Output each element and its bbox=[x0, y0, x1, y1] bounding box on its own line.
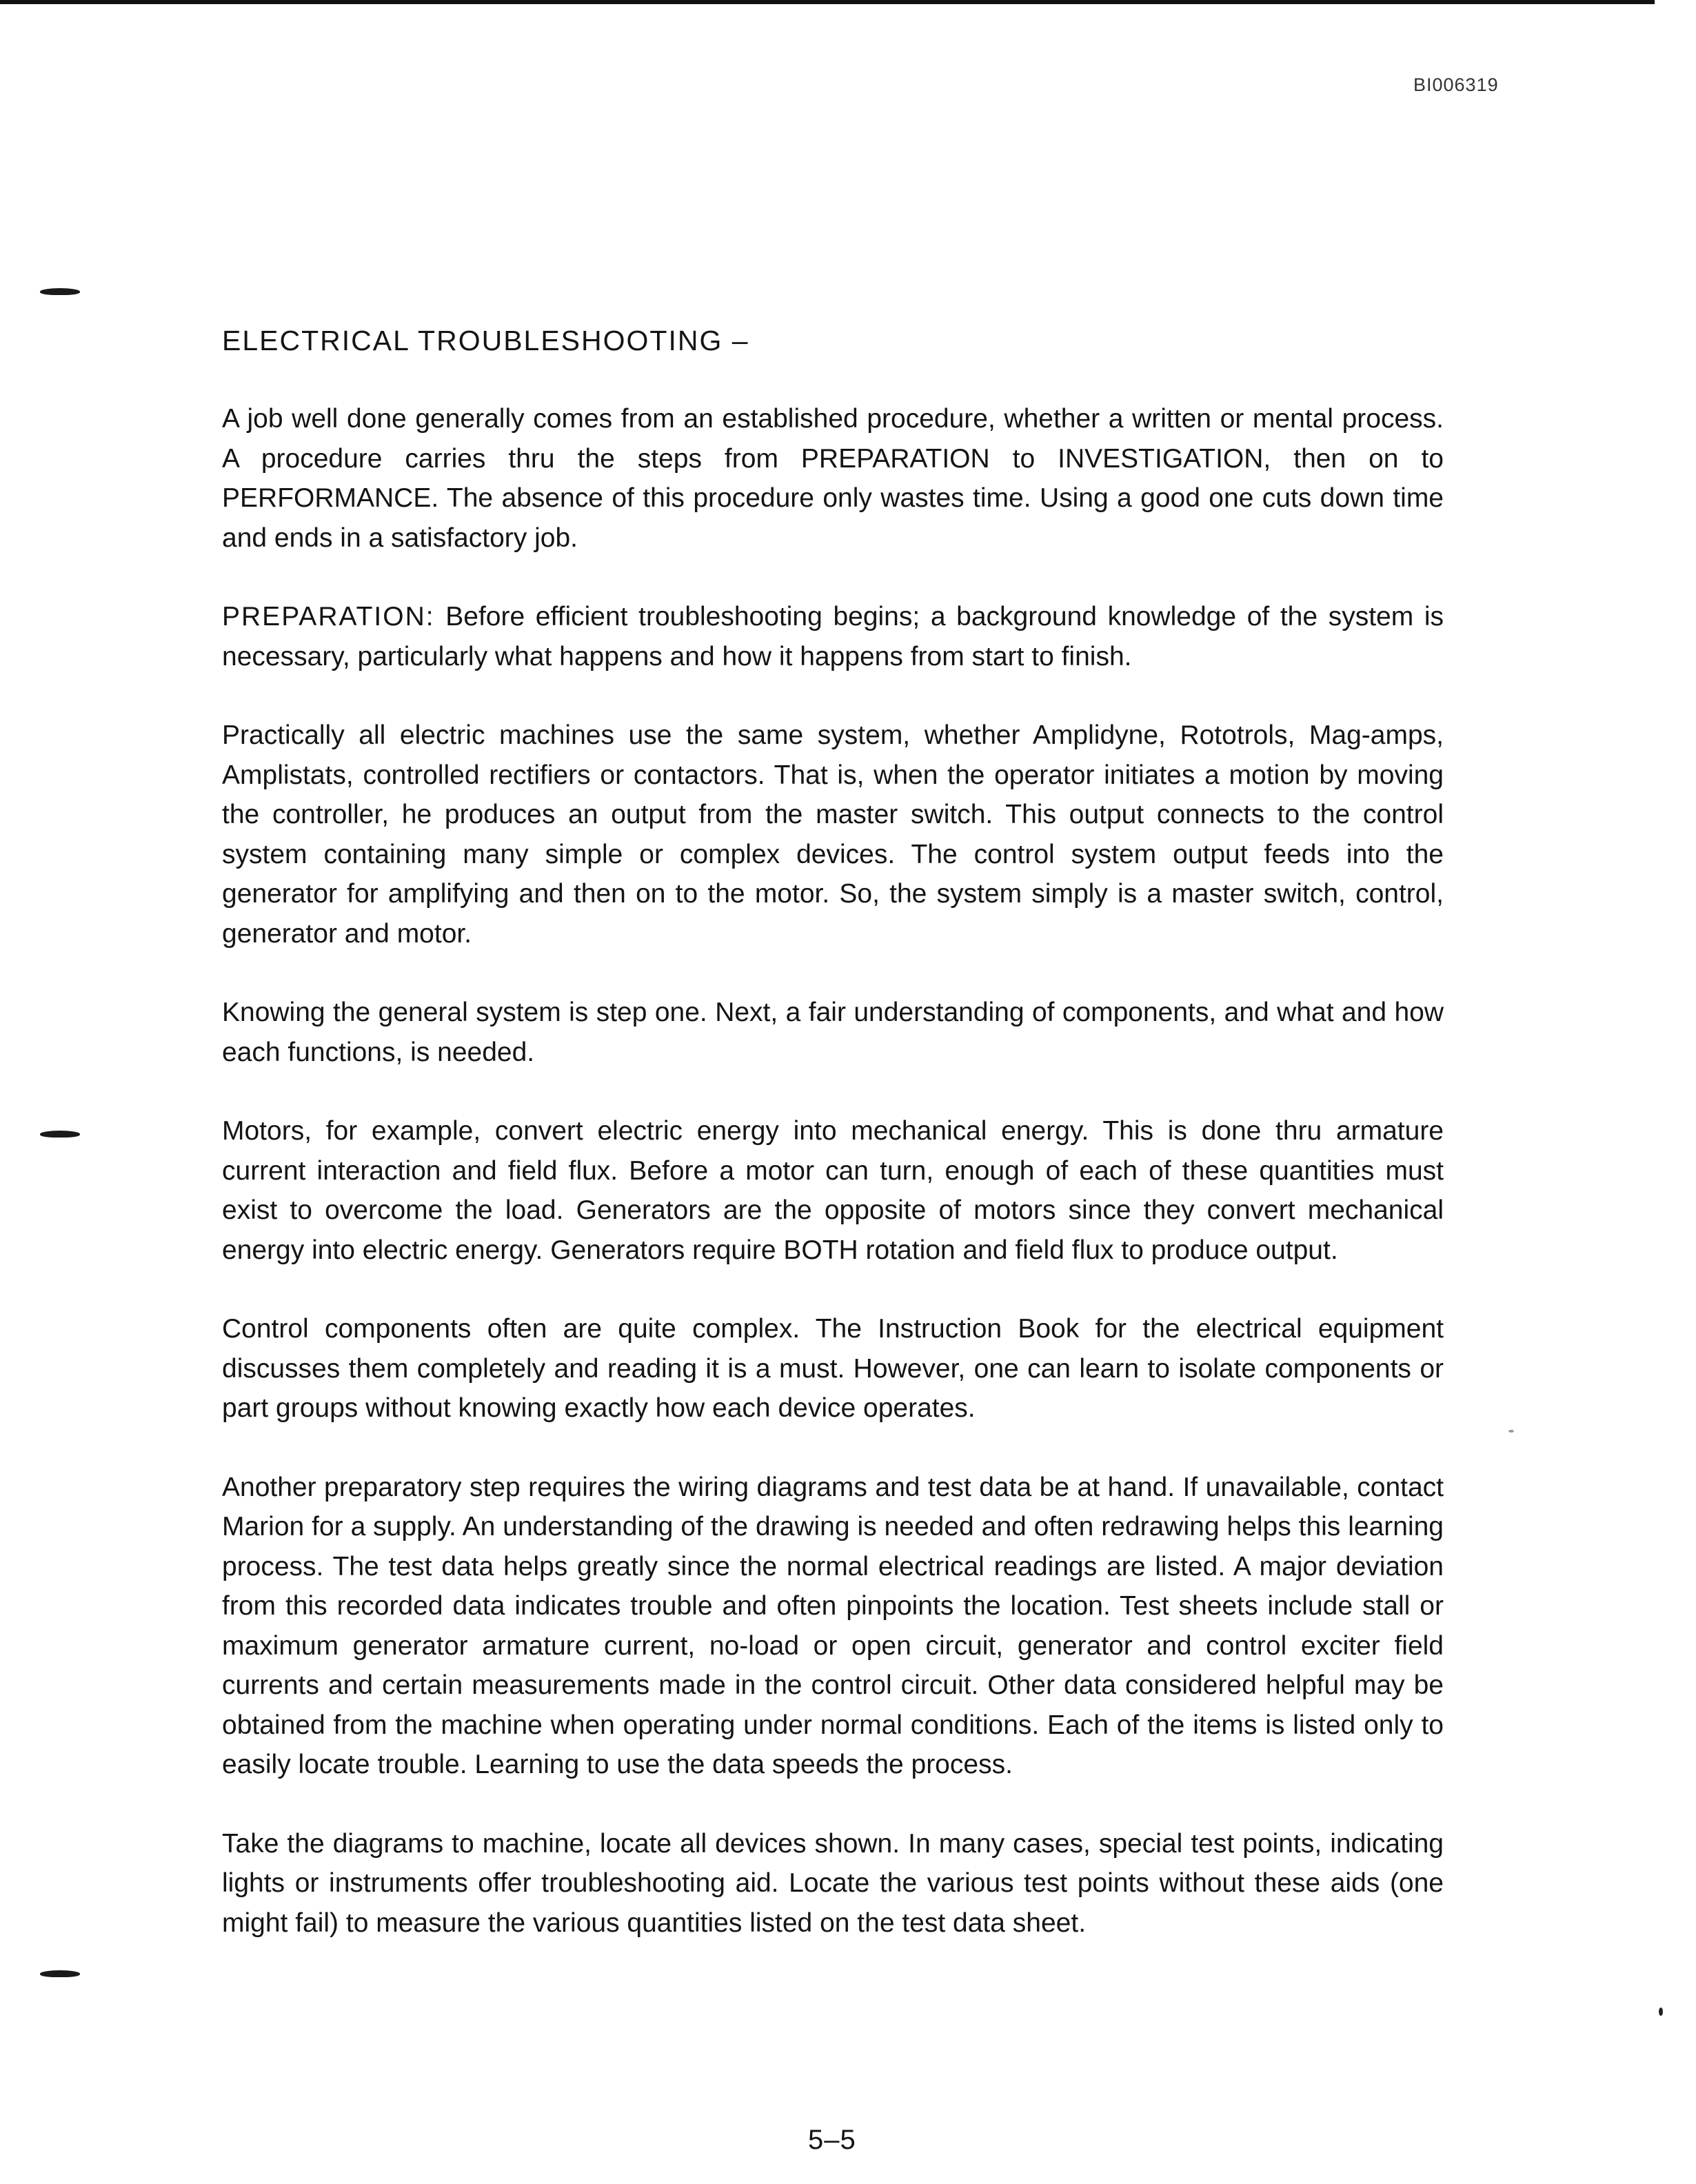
page-number: 5–5 bbox=[808, 2125, 856, 2155]
paragraph-motors bbox=[222, 1111, 1444, 1270]
section-heading: ELECTRICAL TROUBLESHOOTING – bbox=[222, 325, 749, 356]
paragraph-control-components bbox=[222, 1309, 1444, 1428]
paragraph-intro bbox=[222, 399, 1444, 558]
paragraph-text: Control components often are quite complex. The Instruction Book for the electrical equipment discusses them completely and reading it is a must. However, one can learn to isolate components or part groups without knowing exactly how each device operates. bbox=[222, 1314, 1444, 1424]
paragraph-diagrams bbox=[222, 1824, 1444, 1943]
paragraph-text: A job well done generally comes from an established procedure, whether a written or mental process. A procedure carries thru the steps from PREPARATION to INVESTIGATION, then on to PERFORMANCE. The absence of this procedure only wastes time. Using a good one cuts down time and ends in a satisfactory job. bbox=[222, 404, 1444, 553]
document-body bbox=[222, 323, 1444, 1982]
paragraph-test-data bbox=[222, 1468, 1444, 1785]
document-id: BI006319 bbox=[1413, 74, 1499, 95]
scan-speck bbox=[1508, 1430, 1514, 1433]
paragraph-lead-in: PREPARATION: bbox=[222, 602, 435, 632]
binder-hole-mark bbox=[40, 1131, 80, 1138]
binder-hole-mark bbox=[40, 288, 80, 295]
paragraph-step-one bbox=[222, 993, 1444, 1072]
binder-hole-mark bbox=[40, 1970, 80, 1977]
paragraph-text: Before efficient troubleshooting begins; a background knowledge of the system is necessary, particularly what happens and how it happens from start to finish. bbox=[222, 602, 1444, 671]
paragraph-text: Take the diagrams to machine, locate all devices shown. In many cases, special test points, indicating lights or instruments offer troubleshooting aid. Locate the various test points without these aids (one might fail) to measure the various quantities listed on the test data sheet. bbox=[222, 1828, 1444, 1938]
paragraph-text: Practically all electric machines use the same system, whether Amplidyne, Rototrols, Mag-amps, Amplistats, controlled rectifiers or contactors. That is, when the operator initiates a motion by moving the controller, he produces an output from the master switch. This output connects to the control system containing many simple or complex devices. The control system output feeds into the generator for amplifying and then on to the motor. So, the system simply is a master switch, control, generator and motor. bbox=[222, 720, 1444, 949]
paragraph-preparation bbox=[222, 597, 1444, 676]
paragraph-system bbox=[222, 716, 1444, 953]
paragraph-text: Knowing the general system is step one. Next, a fair understanding of components, and what and how each functions, is needed. bbox=[222, 998, 1444, 1067]
scan-speck bbox=[1659, 2008, 1663, 2016]
scan-top-edge bbox=[0, 0, 1655, 4]
paragraph-text: Another preparatory step requires the wiring diagrams and test data be at hand. If unavailable, contact Marion for a supply. An understanding of the drawing is needed and often redrawing helps this learning process. The test data helps greatly since the normal electrical readings are listed. A major deviation from this recorded data indicates trouble and often pinpoints the location. Test sheets include stall or maximum generator armature current, no-load or open circuit, generator and control exciter field currents and certain measurements made in the control circuit. Other data considered helpful may be obtained from the machine when operating under normal conditions. Each of the items is listed only to easily locate trouble. Learning to use the data speeds the process. bbox=[222, 1472, 1444, 1780]
paragraph-text: Motors, for example, convert electric energy into mechanical energy. This is done thru armature current interaction and field flux. Before a motor can turn, enough of each of these quantities must exist to overcome the load. Generators are the opposite of motors since they convert mechanical energy into electric energy. Generators require BOTH rotation and field flux to produce output. bbox=[222, 1116, 1444, 1265]
